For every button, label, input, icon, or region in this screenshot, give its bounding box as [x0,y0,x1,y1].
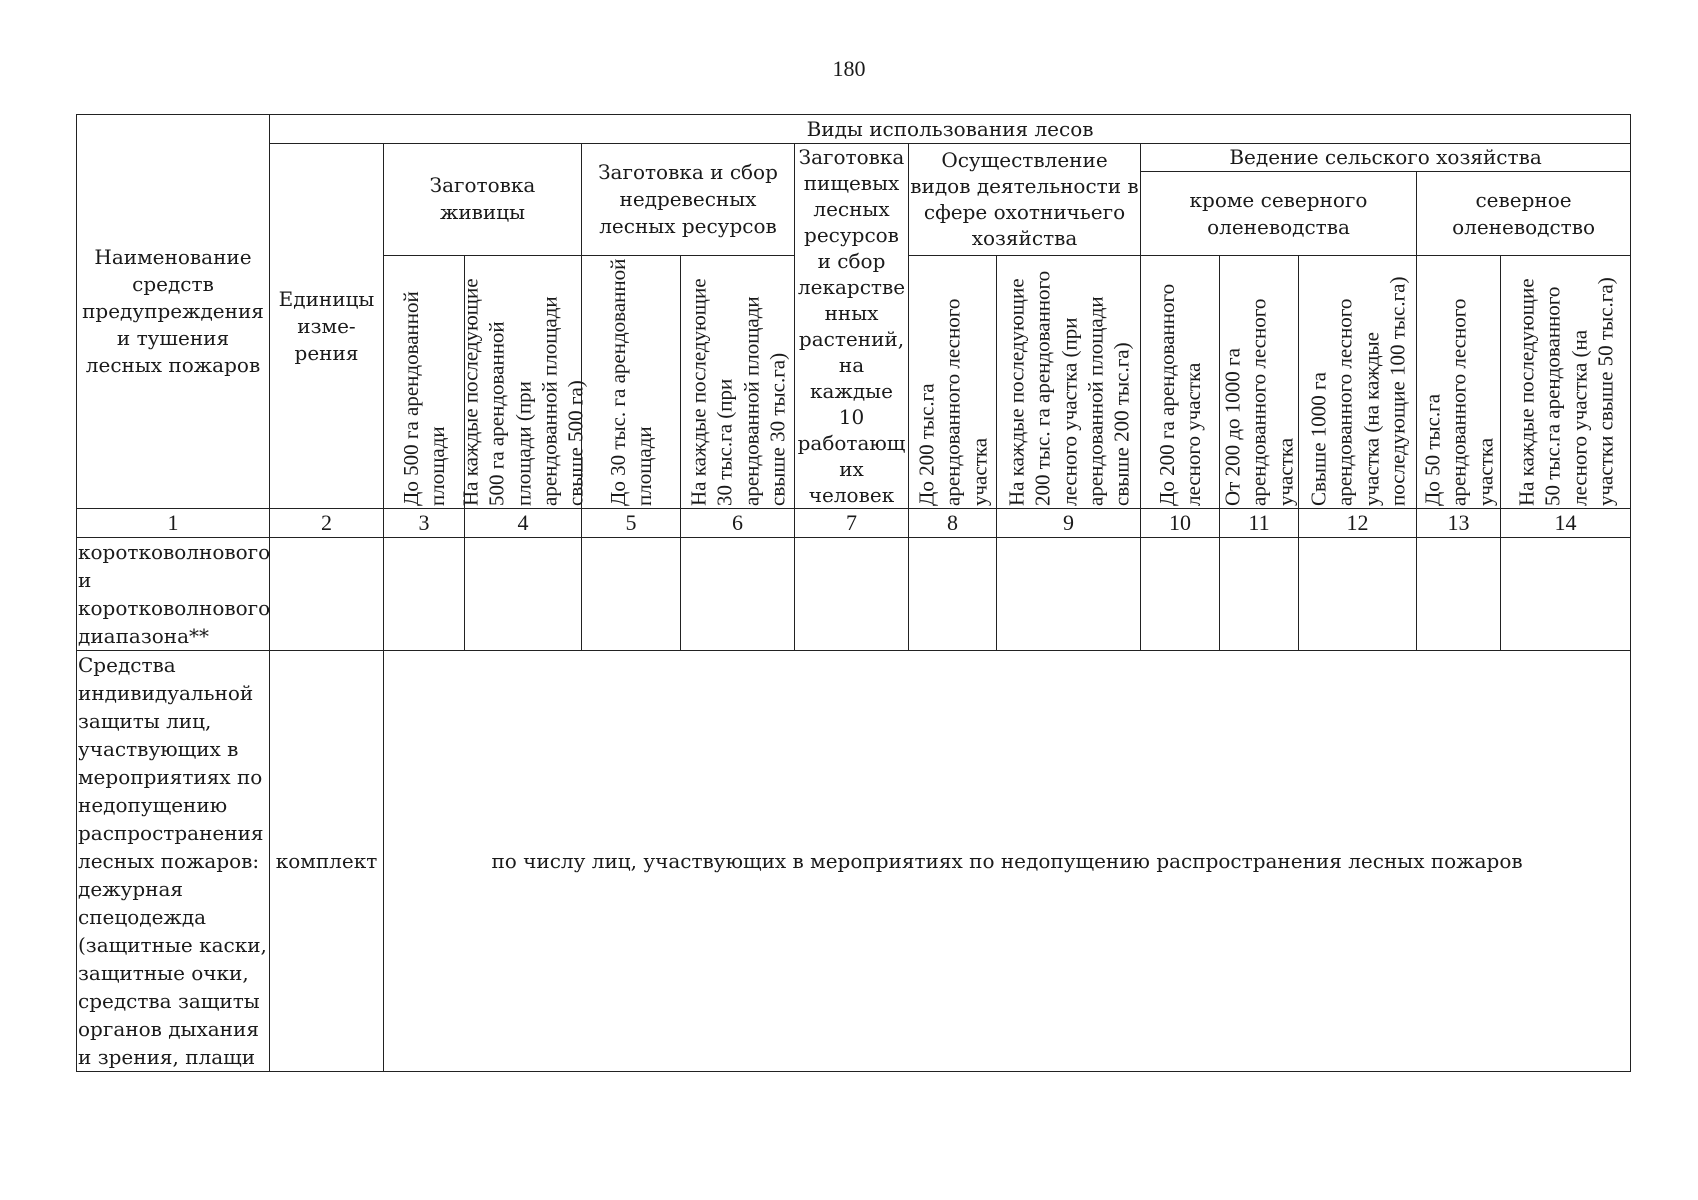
header-col6-label: На каждые последующие 30 тыс.га (при арендованной площади свыше 30 тыс.га) [686,278,789,506]
header-col9-label: На каждые последующие 200 тыс. га арендованного лесного участка (при арендованной площади свыше 200 тыс.га) [1003,270,1133,506]
row-name-shortwave: коротковолнового и коротковолнового диапазона** [77,538,270,651]
page-number: 180 [832,56,866,81]
empty-cell [1141,538,1220,651]
empty-cell [465,538,582,651]
header-col13 [1417,255,1501,508]
header-col9 [997,255,1141,508]
header-group-zhivitsa: Заготовка живицы [384,144,582,256]
column-number: 3 [384,509,465,538]
empty-cell [681,538,795,651]
column-number: 5 [582,509,681,538]
empty-cell [1501,538,1631,651]
column-number: 6 [681,509,795,538]
column-number: 2 [270,509,384,538]
header-col14-label: На каждые последующие 50 тыс.га арендованного лесного участка (на участки свыше 50 тыс.га) [1514,277,1617,506]
header-subgroup-except-reindeer: кроме северного оленеводства [1141,172,1417,256]
row-unit-komplekt: комплект [270,651,384,1072]
header-col3 [384,255,465,508]
header-col7-food-resources: Заготовка пищевых лесных ресурсов и сбор лекарстве нных растений, на каждые 10 работающ их человек [795,144,909,509]
empty-cell [909,538,997,651]
column-number: 12 [1299,509,1417,538]
header-group-hunting: Осуществление видов деятельности в сфере охотничьего хозяйства [909,144,1141,256]
header-col8-label: До 200 тыс.га арендованного лесного участка [914,298,991,506]
header-col12-label: Свыше 1000 га арендованного лесного участка (на каждые последующие 100 тыс.га) [1306,276,1409,506]
column-number: 9 [997,509,1141,538]
header-group-nedrev: Заготовка и сбор недревесных лесных ресурсов [582,144,795,256]
header-col4 [458,255,588,508]
column-number: 7 [795,509,909,538]
header-col10-label: До 200 га арендованного лесного участка [1154,283,1205,506]
empty-cell [1220,538,1299,651]
header-col13-label: До 50 тыс.га арендованного лесного участка [1420,298,1497,506]
header-forest-use-types: Виды использования лесов [270,115,1631,144]
header-col2-unit: Единицы изме-рения [270,144,384,509]
merged-value-cell: по числу лиц, участвующих в мероприятиях по недопущению распространения лесных пожаров [384,651,1631,1072]
header-col3-label: До 500 га арендованной площади [398,291,449,506]
empty-cell [1299,538,1417,651]
header-col6 [681,255,795,508]
header-col5 [582,255,681,508]
empty-cell [1417,538,1501,651]
header-col1-name: Наименование средств предупреждения и тушения лесных пожаров [77,115,270,509]
table-row [77,538,1631,651]
header-col10 [1141,255,1220,508]
empty-cell [582,538,681,651]
empty-cell [997,538,1141,651]
row-unit-empty [270,538,384,651]
header-group-agriculture: Ведение сельского хозяйства [1141,144,1631,172]
forest-fire-means-table [76,114,1631,1072]
column-number: 4 [465,509,582,538]
column-number: 13 [1417,509,1501,538]
header-subgroup-reindeer: северное оленеводство [1417,172,1631,256]
header-col14 [1501,255,1631,508]
column-number: 11 [1220,509,1299,538]
column-number: 10 [1141,509,1220,538]
empty-cell [384,538,465,651]
empty-cell [795,538,909,651]
column-number: 8 [909,509,997,538]
header-col11 [1220,255,1299,508]
column-number: 14 [1501,509,1631,538]
header-col8 [909,255,997,508]
header-col11-label: От 200 до 1000 га арендованного лесного участка [1220,298,1298,506]
table-row [77,651,1631,1072]
header-col12 [1299,255,1417,508]
column-number-row [77,509,1631,538]
header-col5-label: До 30 тыс. га арендованной площади [605,258,656,506]
column-number: 1 [77,509,270,538]
row-name-ppe: Средства индивидуальной защиты лиц, участвующих в мероприятиях по недопущению распространения лесных пожаров: дежурная спецодежда (защитные каски, защитные очки, средства защиты органов дыхания и зрения, плащи [77,651,270,1072]
header-col4-label: На каждые последующие 500 га арендованной площади (при арендованной площади свыше 500 га) [458,278,588,506]
